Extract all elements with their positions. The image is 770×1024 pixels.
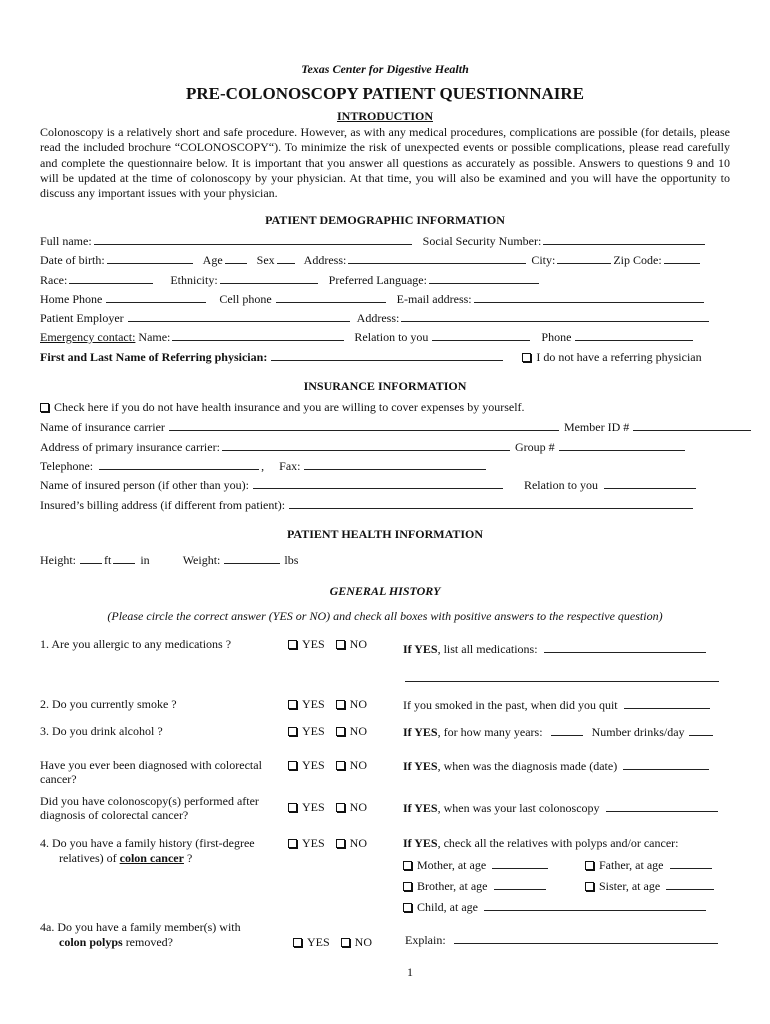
q3-years-field[interactable] (551, 724, 583, 736)
no-insurance-row (40, 400, 525, 415)
race-row (40, 272, 541, 288)
height-ft-field[interactable] (80, 552, 102, 564)
q3-no-label: NO (349, 724, 368, 738)
q1-no-checkbox[interactable] (336, 640, 345, 649)
ssn-field[interactable] (543, 233, 705, 245)
q4-colon-cancer: colon cancer (119, 851, 184, 865)
no-insurance-label: Check here if you do not have health insurance and you are willing to cover expenses by yourself. (54, 400, 525, 414)
q-crc-no-checkbox[interactable] (336, 761, 345, 770)
q3-if-yes: If YES (403, 725, 438, 739)
q3-drinks-label: Number drinks/day (591, 725, 685, 739)
zip-label: Zip Code: (613, 253, 662, 267)
q2-followup-text: If you smoked in the past, when did you quit (403, 698, 618, 712)
q3-followup-text: , for how many years: (437, 725, 543, 739)
language-field[interactable] (429, 272, 539, 284)
father-row (585, 857, 714, 873)
emergency-phone-label: Phone (541, 330, 572, 344)
email-label: E-mail address: (396, 292, 472, 306)
q4a-answers (293, 935, 372, 950)
email-field[interactable] (474, 291, 704, 303)
insured-row (40, 477, 698, 493)
carrier-field[interactable] (169, 419, 559, 431)
member-id-label: Member ID # (563, 420, 630, 434)
insurance-heading: INSURANCE INFORMATION (303, 379, 467, 393)
q4-no-label: NO (349, 836, 368, 850)
ft-label: ft (104, 553, 112, 567)
q1-if-yes: If YES (403, 642, 438, 656)
q4-yes-checkbox[interactable] (288, 839, 297, 848)
ethnicity-field[interactable] (220, 272, 318, 284)
q-colo-followup-text: , when was your last colonoscopy (437, 801, 600, 815)
q2-no-checkbox[interactable] (336, 700, 345, 709)
city-label: City: (531, 253, 556, 267)
q2-answers (288, 697, 367, 712)
explain-field[interactable] (454, 932, 718, 944)
q3-yes-label: YES (302, 724, 325, 738)
father-checkbox[interactable] (585, 861, 594, 870)
height-weight-row (40, 552, 298, 568)
mother-age-field[interactable] (492, 857, 548, 869)
q-crc-date-field[interactable] (623, 758, 709, 770)
child-label: Child, at age (417, 900, 478, 914)
ssn-label: Social Security Number: (422, 234, 542, 248)
q1-yes-label: YES (302, 637, 325, 651)
q4-no-checkbox[interactable] (336, 839, 345, 848)
demographic-heading: PATIENT DEMOGRAPHIC INFORMATION (265, 213, 505, 227)
q4a-yes-checkbox[interactable] (293, 938, 302, 947)
mother-checkbox[interactable] (403, 861, 412, 870)
q1-medications-field-2[interactable] (405, 670, 719, 682)
carrier-address-label: Address of primary insurance carrier: (40, 440, 220, 454)
q1-medications-field[interactable] (544, 641, 706, 653)
brother-age-field[interactable] (494, 878, 546, 890)
height-label: Height: (40, 553, 76, 567)
page-title: PRE-COLONOSCOPY PATIENT QUESTIONNAIRE (186, 84, 584, 103)
child-checkbox[interactable] (403, 903, 412, 912)
brother-row (403, 878, 548, 894)
q4-if-yes: If YES (403, 836, 438, 850)
q1-answers (288, 637, 367, 652)
no-referring-checkbox[interactable] (522, 353, 531, 362)
intro-text: Colonoscopy is a relatively short and safe procedure. However, as with any medical procedures, complications are possible (for details, please read the included brochure “COLONOSCOPY“). To minimize the risk of unexpected events or possible complications, please read carefully and complete the questionnaire below. It is important that you answer all questions as accurately as possible. Answers to questions 9 and 10 will be updated at the time of colonoscopy by your physician. At that time, you will also be examined and you will have the opportunity to discuss any important issues with your physician. (40, 125, 730, 201)
q4-text-line1: 4. Do you have a family history (first-degree (40, 836, 255, 850)
child-row (403, 899, 708, 915)
q-colo-yes-checkbox[interactable] (288, 803, 297, 812)
carrier-address-field[interactable] (222, 439, 510, 451)
emergency-row (40, 329, 695, 345)
q2-followup (403, 697, 712, 713)
mother-row (403, 857, 550, 873)
q-crc-yes-checkbox[interactable] (288, 761, 297, 770)
father-label: Father, at age (599, 858, 664, 872)
q-colo-yes-label: YES (302, 800, 325, 814)
org-name: Texas Center for Digestive Health (301, 62, 469, 76)
carrier-address-row (40, 439, 687, 455)
weight-label: Weight: (182, 553, 221, 567)
emergency-name-label: Name: (138, 330, 171, 344)
emergency-phone-field[interactable] (575, 329, 693, 341)
member-id-field[interactable] (633, 419, 751, 431)
height-in-field[interactable] (113, 552, 135, 564)
referring-field[interactable] (271, 349, 503, 361)
q-crc-followup-text: , when was the diagnosis made (date) (437, 759, 618, 773)
q-colo-no-label: NO (349, 800, 368, 814)
fax-label: Fax: (279, 459, 301, 473)
telephone-label: Telephone: (40, 459, 94, 473)
sister-row (585, 878, 716, 894)
sex-label: Sex (256, 253, 275, 267)
q4-followup-text: , check all the relatives with polyps and/or cancer: (437, 836, 679, 850)
general-history-heading: GENERAL HISTORY (329, 584, 441, 598)
referring-row (40, 349, 702, 365)
race-field[interactable] (69, 272, 153, 284)
q4a-colon-polyps: colon polyps (59, 935, 123, 949)
insured-name-label: Name of insured person (if other than you): (40, 478, 249, 492)
q3-followup (403, 724, 715, 740)
q3-no-checkbox[interactable] (336, 727, 345, 736)
q4a-no-checkbox[interactable] (341, 938, 350, 947)
q-colo-text: Did you have colonoscopy(s) performed after diagnosis of colorectal cancer? (40, 794, 259, 822)
sister-age-field[interactable] (666, 878, 714, 890)
q3-drinks-field[interactable] (689, 724, 713, 736)
father-age-field[interactable] (670, 857, 712, 869)
q4a-text-line1: 4a. Do you have a family member(s) with (40, 920, 241, 934)
referring-label: First and Last Name of Referring physician: (40, 350, 268, 364)
insured-name-field[interactable] (253, 477, 503, 489)
q1-text: 1. Are you allergic to any medications ? (40, 637, 232, 651)
q4a-yes-label: YES (307, 935, 330, 949)
full-name-row (40, 233, 707, 249)
sister-checkbox[interactable] (585, 882, 594, 891)
insured-relation-field[interactable] (604, 477, 696, 489)
phone-row (40, 291, 706, 307)
carrier-row (40, 419, 753, 435)
address-field[interactable] (348, 252, 526, 264)
in-label: in (140, 553, 150, 567)
q2-text: 2. Do you currently smoke ? (40, 697, 177, 711)
explain-label: Explain: (405, 933, 446, 947)
q4-answers (288, 836, 367, 851)
page-number: 1 (407, 965, 413, 979)
group-field[interactable] (559, 439, 685, 451)
q4a-explain-row (405, 932, 720, 948)
billing-row (40, 497, 695, 513)
q-colo-answers (288, 800, 367, 815)
health-heading: PATIENT HEALTH INFORMATION (286, 527, 484, 541)
telephone-row (40, 458, 488, 474)
intro-heading: INTRODUCTION (336, 109, 433, 123)
cell-phone-label: Cell phone (219, 292, 272, 306)
q4a-removed: removed? (122, 935, 173, 949)
age-label: Age (202, 253, 223, 267)
q-colo-date-field[interactable] (606, 800, 718, 812)
q4a-no-label: NO (354, 935, 373, 949)
q2-quit-field[interactable] (624, 697, 710, 709)
q2-yes-label: YES (302, 697, 325, 711)
q-crc-if-yes: If YES (403, 759, 438, 773)
q4-relatives-text: relatives) of (59, 851, 120, 865)
q-crc-followup (403, 758, 711, 774)
emergency-relation-field[interactable] (432, 329, 530, 341)
q1-yes-checkbox[interactable] (288, 640, 297, 649)
telephone-field[interactable] (99, 458, 259, 470)
cell-phone-field[interactable] (276, 291, 386, 303)
q-crc-answers (288, 758, 367, 773)
q1-extra-line-row (403, 670, 721, 686)
no-insurance-checkbox[interactable] (40, 403, 49, 412)
weight-field[interactable] (224, 552, 280, 564)
q4-text-line2 (59, 851, 192, 866)
billing-label: Insured’s billing address (if different from patient): (40, 498, 286, 512)
q1-followup (403, 641, 708, 657)
city-field[interactable] (557, 252, 611, 264)
zip-field[interactable] (664, 252, 700, 264)
instructions: (Please circle the correct answer (YES or NO) and check all boxes with positive answers to the respective question) (107, 609, 663, 623)
brother-checkbox[interactable] (403, 882, 412, 891)
address-label: Address: (303, 253, 347, 267)
q2-yes-checkbox[interactable] (288, 700, 297, 709)
child-age-field[interactable] (484, 899, 706, 911)
fax-field[interactable] (304, 458, 486, 470)
q2-no-label: NO (349, 697, 368, 711)
language-label: Preferred Language: (328, 273, 427, 287)
home-phone-label: Home Phone (40, 292, 103, 306)
q-colo-no-checkbox[interactable] (336, 803, 345, 812)
q3-text: 3. Do you drink alcohol ? (40, 724, 163, 738)
q1-no-label: NO (349, 637, 368, 651)
employer-address-field[interactable] (401, 310, 709, 322)
employer-field[interactable] (128, 310, 350, 322)
q4-qmark: ? (183, 851, 193, 865)
no-referring-label: I do not have a referring physician (536, 350, 702, 364)
q-colo-followup (403, 800, 720, 816)
q4-followup (403, 836, 679, 851)
dob-label: Date of birth: (40, 253, 105, 267)
q-crc-text: Have you ever been diagnosed with colorectal cancer? (40, 758, 262, 786)
sister-label: Sister, at age (599, 879, 661, 893)
group-label: Group # (514, 440, 555, 454)
race-label: Race: (40, 273, 68, 287)
emergency-relation-label: Relation to you (354, 330, 429, 344)
telephone-comma: , (261, 459, 265, 473)
full-name-label: Full name: (40, 234, 92, 248)
employer-address-label: Address: (356, 311, 400, 325)
age-field[interactable] (225, 252, 247, 264)
q1-followup-text: , list all medications: (437, 642, 538, 656)
q-crc-no-label: NO (349, 758, 368, 772)
dob-field[interactable] (107, 252, 193, 264)
lbs-label: lbs (284, 553, 299, 567)
q-crc-yes-label: YES (302, 758, 325, 772)
full-name-field[interactable] (94, 233, 412, 245)
insured-relation-label: Relation to you (523, 478, 598, 492)
employer-row (40, 310, 711, 326)
brother-label: Brother, at age (417, 879, 488, 893)
dob-row (40, 252, 702, 268)
emergency-label: Emergency contact: (40, 330, 136, 344)
q3-answers (288, 724, 367, 739)
emergency-name-field[interactable] (172, 329, 344, 341)
carrier-label: Name of insurance carrier (40, 420, 165, 434)
q-colo-if-yes: If YES (403, 801, 438, 815)
ethnicity-label: Ethnicity: (170, 273, 218, 287)
employer-label: Patient Employer (40, 311, 124, 325)
q3-yes-checkbox[interactable] (288, 727, 297, 736)
sex-field[interactable] (277, 252, 295, 264)
q4-yes-label: YES (302, 836, 325, 850)
home-phone-field[interactable] (106, 291, 206, 303)
q4a-text-line2 (59, 935, 173, 950)
mother-label: Mother, at age (417, 858, 487, 872)
billing-field[interactable] (289, 497, 693, 509)
